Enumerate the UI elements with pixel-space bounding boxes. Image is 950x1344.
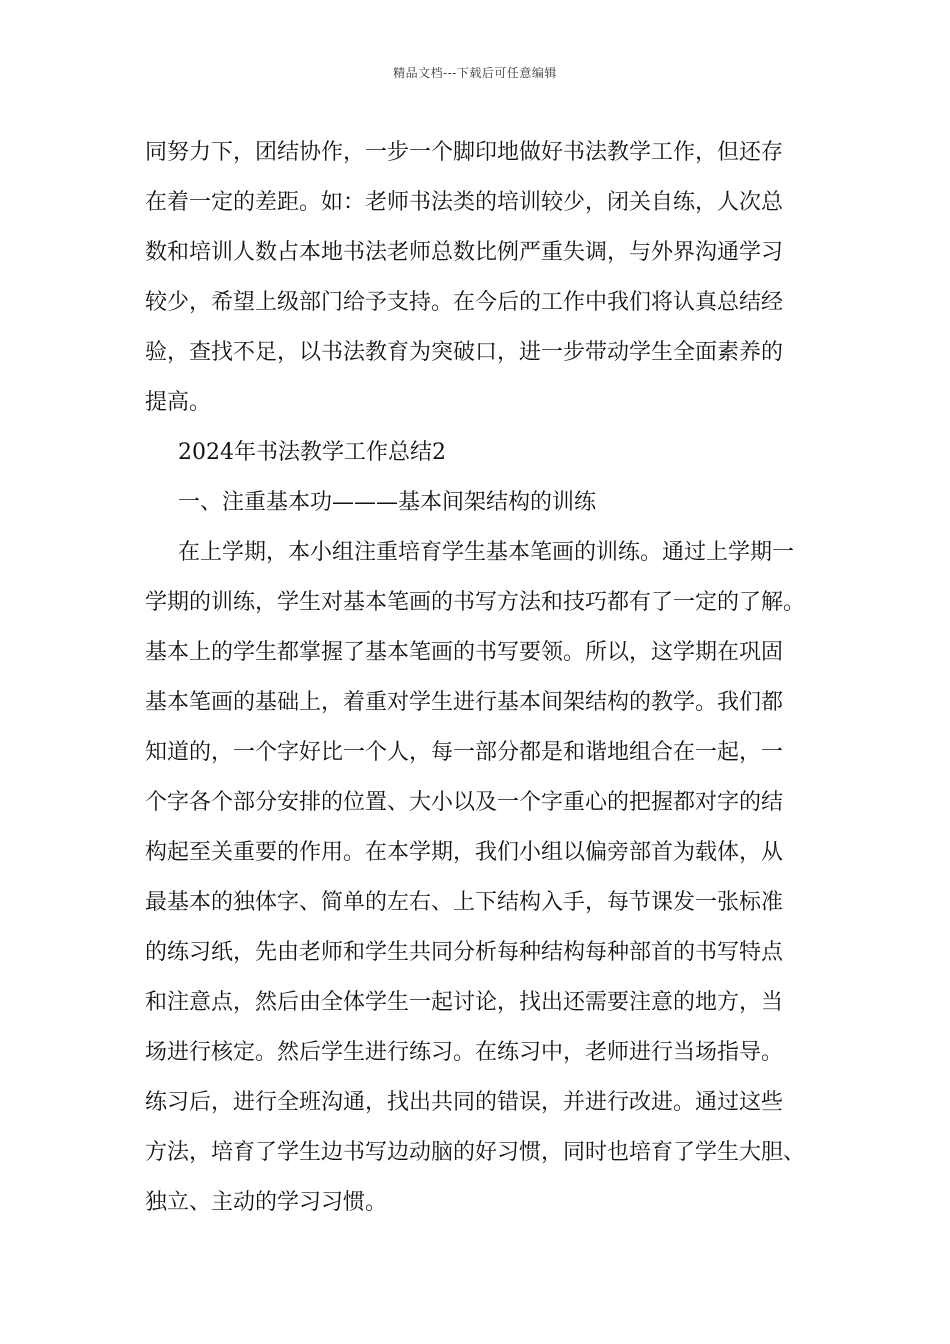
text-line: 个字各个部分安排的位置、大小以及一个字重心的把握都对字的结 [145,790,784,815]
text-line: 最基本的独体字、简单的左右、上下结构入手，每节课发一张标准 [145,890,784,915]
text-line: 较少，希望上级部门给予支持。在今后的工作中我们将认真总结经 [145,290,784,315]
text-line: 方法，培育了学生边书写边动脑的好习惯，同时也培育了学生大胆、 [145,1140,806,1165]
text-line: 的练习纸，先由老师和学生共同分析每种结构每种部首的书写特点 [145,940,784,965]
text-line: 场进行核定。然后学生进行练习。在练习中，老师进行当场指导。 [145,1040,784,1065]
text-line: 基本笔画的基础上，着重对学生进行基本间架结构的教学。我们都 [145,690,784,715]
page-header: 精品文档---下载后可任意编辑 [393,66,557,80]
text-line: 基本上的学生都掌握了基本笔画的书写要领。所以，这学期在巩固 [145,640,784,665]
text-line: 在着一定的差距。如：老师书法类的培训较少，闭关自练，人次总 [145,190,784,215]
text-line: 提高。 [145,390,212,415]
text-line: 和注意点，然后由全体学生一起讨论，找出还需要注意的地方，当 [145,990,784,1015]
text-line: 同努力下，团结协作，一步一个脚印地做好书法教学工作，但还存 [145,140,784,165]
paragraph-start: 在上学期，本小组注重培育学生基本笔画的训练。通过上学期一 [178,540,795,565]
document-body [145,128,810,1228]
subsection-heading: 一、注重基本功———基本间架结构的训练 [178,490,597,515]
text-line: 知道的，一个字好比一个人，每一部分都是和谐地组合在一起，一 [145,740,784,765]
section-title: 2024年书法教学工作总结2 [178,440,446,465]
text-line: 练习后，进行全班沟通，找出共同的错误，并进行改进。通过这些 [145,1090,784,1115]
text-line: 构起至关重要的作用。在本学期，我们小组以偏旁部首为载体，从 [145,840,784,865]
text-line: 学期的训练，学生对基本笔画的书写方法和技巧都有了一定的了解。 [145,590,806,615]
text-line: 数和培训人数占本地书法老师总数比例严重失调，与外界沟通学习 [145,240,784,265]
text-line: 独立、主动的学习习惯。 [145,1190,388,1215]
text-line: 验，查找不足，以书法教育为突破口，进一步带动学生全面素养的 [145,340,784,365]
